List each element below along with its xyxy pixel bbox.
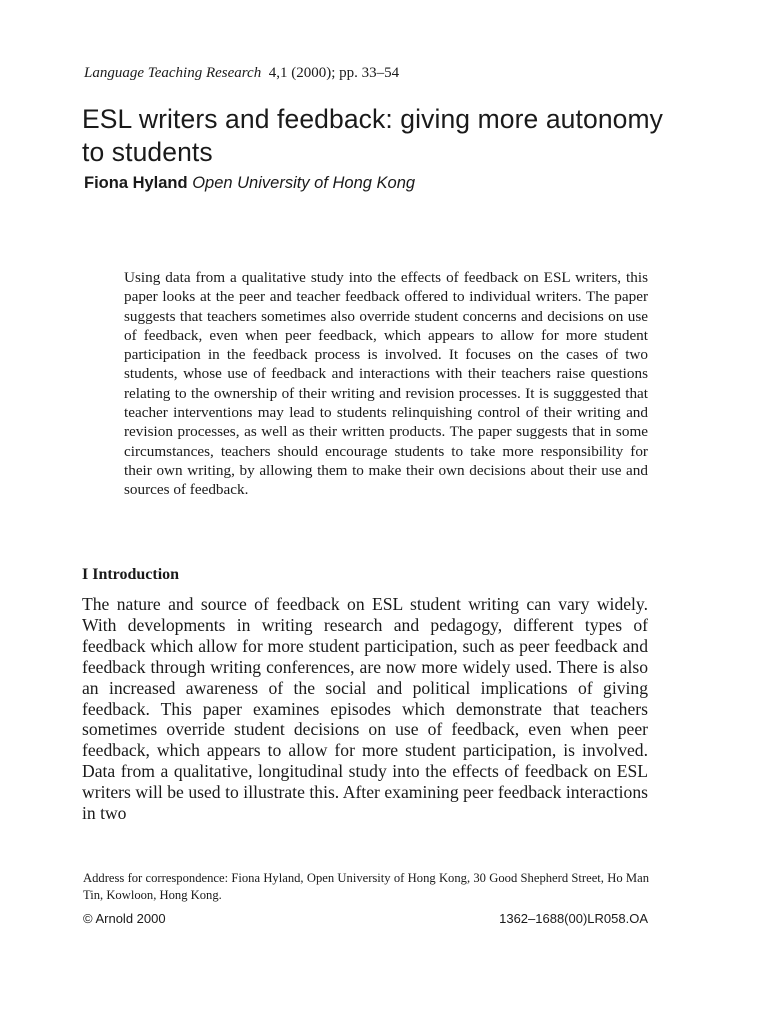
- author-affiliation: Open University of Hong Kong: [192, 174, 416, 192]
- journal-volume-pages: 4,1 (2000); pp. 33–54: [268, 65, 400, 81]
- copyright-notice: © Arnold 2000: [83, 911, 166, 926]
- journal-citation: [84, 64, 399, 82]
- author-name: Fiona Hyland: [84, 174, 188, 192]
- introduction-body: The nature and source of feedback on ESL student writing can vary widely. With developments in writing research and pedagogy, different types of feedback which allow for more student participation, such as peer feedback and feedback through writing conferences, are now more widely used. There is also an increased awareness of the social and political implications of giving feedback. This paper examines episodes which demonstrate that teachers sometimes override student decisions on use of feedback, even when peer feedback, which appears to allow for more student participation, is involved. Data from a qualitative, longitudinal study into the effects of feedback on ESL writers will be used to illustrate this. After examining peer feedback interactions in two: [82, 594, 648, 824]
- correspondence-address: Address for correspondence: Fiona Hyland, Open University of Hong Kong, 30 Good Shepherd Street, Ho Man Tin, Kowloon, Hong Kong.: [83, 871, 649, 902]
- article-title: ESL writers and feedback: giving more autonomy to students: [82, 104, 664, 167]
- document-code: 1362–1688(00)LR058.OA: [499, 911, 648, 926]
- author-line: [84, 173, 415, 193]
- section-heading-introduction: I Introduction: [82, 566, 180, 583]
- journal-name: Language Teaching Research: [84, 65, 262, 81]
- abstract: Using data from a qualitative study into the effects of feedback on ESL writers, this paper looks at the peer and teacher feedback offered to individual writers. The paper suggests that teachers sometimes also override student concerns and decisions on use of feedback, even when peer feedback, which appears to allow for more student participation in the feedback process is involved. It focuses on the cases of two students, whose use of feedback and interactions with their teachers raise questions relating to the ownership of their writing and revision processes. It is sugggested that teacher interventions may lead to students relinquishing control of their writing and revision processes, as well as their written products. The paper suggests that in some circumstances, teachers should encourage students to take more responsibility for their own writing, by allowing them to make their own decisions about their use and sources of feedback.: [124, 269, 648, 499]
